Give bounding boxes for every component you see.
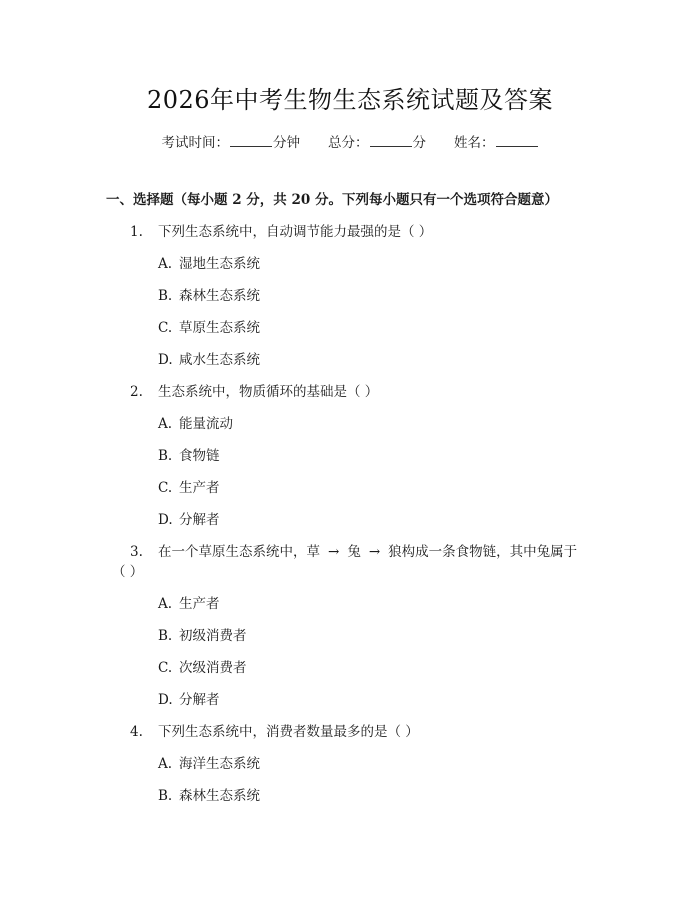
option-text: 森林生态系统 — [179, 288, 260, 304]
option-text: 能量流动 — [179, 416, 233, 432]
arrow-right-icon: → — [368, 544, 381, 560]
page-title: 2026年中考生物生态系统试题及答案 — [146, 86, 554, 114]
option-letter: D. — [158, 352, 173, 368]
option-text: 草原生态系统 — [179, 320, 260, 336]
option-2d — [158, 510, 220, 530]
total-score-field — [328, 132, 426, 153]
option-text: 次级消费者 — [179, 660, 247, 676]
arrow-right-icon: → — [328, 544, 340, 560]
option-1a — [158, 254, 260, 274]
option-letter: B. — [158, 788, 173, 804]
option-letter: B. — [158, 628, 173, 644]
section-heading: 一、选择题（每小题 2 分，共 20 分。下列每小题只有一个选项符合题意） — [106, 192, 558, 208]
exam-time-unit: 分钟 — [273, 135, 300, 151]
option-3a — [158, 594, 220, 614]
option-letter: B. — [158, 288, 173, 304]
question-text-part: 狼构成一条食物链，其中兔属于 — [388, 544, 578, 560]
option-2a — [158, 414, 233, 434]
option-text: 分解者 — [179, 692, 220, 708]
option-3b — [158, 626, 247, 646]
option-letter: A. — [158, 256, 173, 272]
question-text — [158, 542, 577, 562]
option-letter: C. — [158, 320, 173, 336]
question-number: 4. — [130, 724, 143, 740]
option-2c — [158, 478, 220, 498]
option-letter: C. — [158, 660, 173, 676]
question-number: 1. — [130, 224, 143, 240]
option-text: 生产者 — [179, 480, 220, 496]
name-label: 姓名： — [454, 135, 495, 151]
option-1c — [158, 318, 260, 338]
option-1b — [158, 286, 260, 306]
option-text: 咸水生态系统 — [179, 352, 260, 368]
option-2b — [158, 446, 220, 466]
option-text: 生产者 — [179, 596, 220, 612]
option-text: 食物链 — [179, 448, 220, 464]
option-text: 森林生态系统 — [179, 788, 260, 804]
total-score-blank — [370, 132, 412, 147]
option-letter: D. — [158, 512, 173, 528]
option-letter: B. — [158, 448, 173, 464]
name-blank — [496, 132, 538, 147]
option-letter: D. — [158, 692, 173, 708]
exam-time-blank — [230, 132, 272, 147]
option-letter: C. — [158, 480, 173, 496]
question-number: 2. — [130, 384, 143, 400]
option-letter: A. — [158, 756, 173, 772]
question-text-wrap: （ ） — [112, 564, 144, 580]
total-score-unit: 分 — [412, 135, 426, 151]
question-text: 下列生态系统中，消费者数量最多的是（ ） — [158, 724, 419, 740]
total-score-label: 总分： — [328, 135, 369, 151]
option-text: 分解者 — [179, 512, 220, 528]
option-letter: A. — [158, 596, 173, 612]
option-text: 湿地生态系统 — [179, 256, 260, 272]
exam-time-field — [162, 132, 301, 153]
exam-info-line — [0, 132, 700, 153]
exam-time-label: 考试时间： — [161, 135, 229, 151]
option-1d — [158, 350, 260, 370]
question-text: 下列生态系统中，自动调节能力最强的是（ ） — [158, 224, 433, 240]
option-text: 初级消费者 — [179, 628, 247, 644]
question-text: 生态系统中，物质循环的基础是（ ） — [158, 384, 379, 400]
option-4b — [158, 786, 260, 806]
option-text: 海洋生态系统 — [179, 756, 260, 772]
option-3c — [158, 658, 247, 678]
option-letter: A. — [158, 416, 173, 432]
name-field — [454, 132, 539, 153]
option-4a — [158, 754, 260, 774]
question-text-part: 兔 — [347, 544, 361, 560]
question-number: 3. — [130, 544, 143, 560]
option-3d — [158, 690, 220, 710]
question-text-part: 在一个草原生态系统中，草 — [158, 544, 320, 560]
